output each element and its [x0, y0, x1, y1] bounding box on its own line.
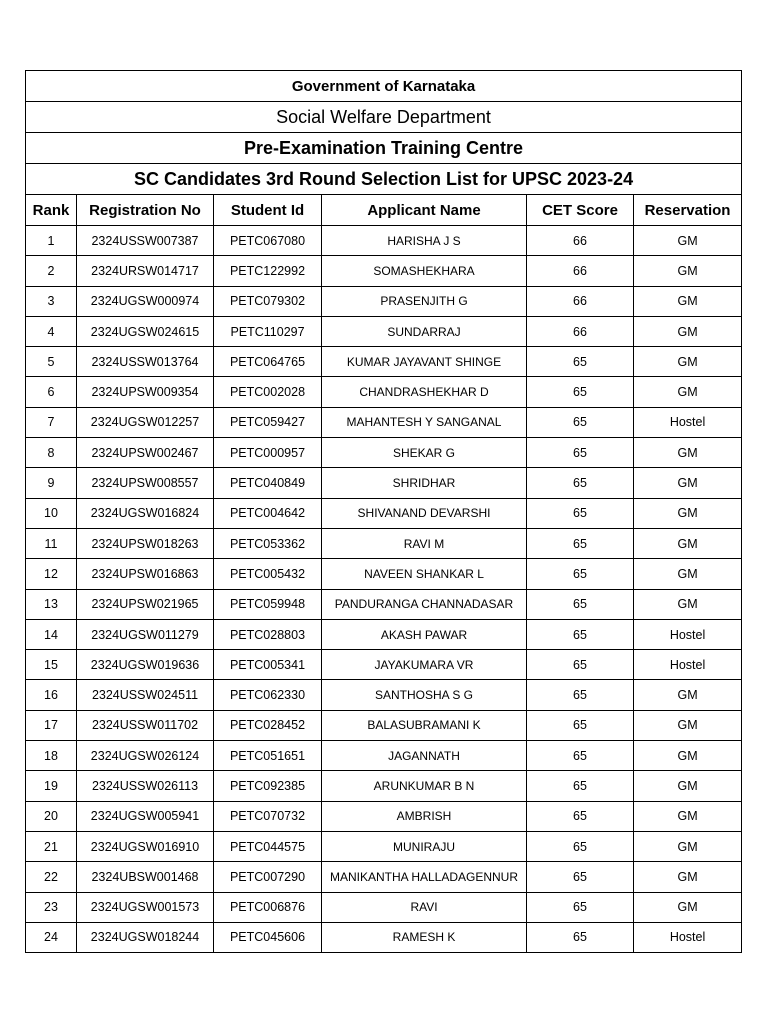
table-row: [26, 316, 742, 346]
cet-score-cell: 65: [527, 680, 634, 710]
registration-no-cell: 2324UGSW000974: [77, 286, 214, 316]
student-id-cell: PETC005341: [214, 650, 322, 680]
table-row: [26, 619, 742, 649]
cet-score-cell: 65: [527, 468, 634, 498]
reservation-cell: GM: [634, 831, 742, 861]
student-id-cell: PETC028803: [214, 619, 322, 649]
registration-no-cell: 2324UPSW021965: [77, 589, 214, 619]
table-row: [26, 892, 742, 922]
student-id-cell: PETC000957: [214, 438, 322, 468]
column-header-row: [26, 195, 742, 226]
column-header-rank: Rank: [26, 195, 77, 226]
reservation-cell: GM: [634, 286, 742, 316]
registration-no-cell: 2324USSW007387: [77, 226, 214, 256]
student-id-cell: PETC004642: [214, 498, 322, 528]
registration-no-cell: 2324UPSW002467: [77, 438, 214, 468]
reservation-cell: GM: [634, 528, 742, 558]
table-row: [26, 347, 742, 377]
applicant-name-cell: RAVI M: [322, 528, 527, 558]
table-row: [26, 831, 742, 861]
reservation-cell: GM: [634, 438, 742, 468]
selection-list-table: [25, 70, 742, 953]
reservation-cell: GM: [634, 741, 742, 771]
applicant-name-cell: SANTHOSHA S G: [322, 680, 527, 710]
table-row: [26, 922, 742, 952]
applicant-name-cell: CHANDRASHEKHAR D: [322, 377, 527, 407]
column-header-cet-score: CET Score: [527, 195, 634, 226]
cet-score-cell: 65: [527, 831, 634, 861]
table-row: [26, 862, 742, 892]
registration-no-cell: 2324UGSW016824: [77, 498, 214, 528]
reservation-cell: GM: [634, 559, 742, 589]
cet-score-cell: 65: [527, 589, 634, 619]
registration-no-cell: 2324UGSW019636: [77, 650, 214, 680]
table-row: [26, 741, 742, 771]
table-row: [26, 801, 742, 831]
rank-cell: 24: [26, 922, 77, 952]
student-id-cell: PETC059427: [214, 407, 322, 437]
rank-cell: 11: [26, 528, 77, 558]
title-row-list: [26, 164, 742, 195]
rank-cell: 16: [26, 680, 77, 710]
applicant-name-cell: BALASUBRAMANI K: [322, 710, 527, 740]
student-id-cell: PETC006876: [214, 892, 322, 922]
list-title: SC Candidates 3rd Round Selection List for UPSC 2023-24: [26, 164, 742, 195]
rank-cell: 10: [26, 498, 77, 528]
cet-score-cell: 65: [527, 528, 634, 558]
cet-score-cell: 65: [527, 650, 634, 680]
reservation-cell: GM: [634, 377, 742, 407]
reservation-cell: GM: [634, 498, 742, 528]
applicant-name-cell: SHEKAR G: [322, 438, 527, 468]
registration-no-cell: 2324UGSW012257: [77, 407, 214, 437]
applicant-name-cell: SOMASHEKHARA: [322, 256, 527, 286]
rank-cell: 17: [26, 710, 77, 740]
reservation-cell: GM: [634, 316, 742, 346]
column-header-reservation: Reservation: [634, 195, 742, 226]
column-header-registration-no: Registration No: [77, 195, 214, 226]
applicant-name-cell: RAVI: [322, 892, 527, 922]
registration-no-cell: 2324USSW011702: [77, 710, 214, 740]
student-id-cell: PETC044575: [214, 831, 322, 861]
cet-score-cell: 65: [527, 862, 634, 892]
reservation-cell: GM: [634, 347, 742, 377]
registration-no-cell: 2324UPSW009354: [77, 377, 214, 407]
table-row: [26, 438, 742, 468]
table-row: [26, 407, 742, 437]
registration-no-cell: 2324USSW024511: [77, 680, 214, 710]
student-id-cell: PETC045606: [214, 922, 322, 952]
cet-score-cell: 66: [527, 286, 634, 316]
title-row-government: [26, 71, 742, 102]
cet-score-cell: 65: [527, 347, 634, 377]
table-row: [26, 226, 742, 256]
rank-cell: 4: [26, 316, 77, 346]
rank-cell: 14: [26, 619, 77, 649]
applicant-name-cell: JAYAKUMARA VR: [322, 650, 527, 680]
registration-no-cell: 2324URSW014717: [77, 256, 214, 286]
rank-cell: 8: [26, 438, 77, 468]
cet-score-cell: 66: [527, 226, 634, 256]
registration-no-cell: 2324UGSW016910: [77, 831, 214, 861]
rank-cell: 6: [26, 377, 77, 407]
table-row: [26, 256, 742, 286]
applicant-name-cell: MUNIRAJU: [322, 831, 527, 861]
rank-cell: 1: [26, 226, 77, 256]
column-header-student-id: Student Id: [214, 195, 322, 226]
applicant-name-cell: HARISHA J S: [322, 226, 527, 256]
table-row: [26, 771, 742, 801]
centre-title: Pre-Examination Training Centre: [26, 133, 742, 164]
reservation-cell: Hostel: [634, 922, 742, 952]
reservation-cell: GM: [634, 226, 742, 256]
rank-cell: 22: [26, 862, 77, 892]
applicant-name-cell: AMBRISH: [322, 801, 527, 831]
reservation-cell: GM: [634, 256, 742, 286]
government-title: Government of Karnataka: [26, 71, 742, 102]
cet-score-cell: 65: [527, 619, 634, 649]
reservation-cell: GM: [634, 892, 742, 922]
reservation-cell: GM: [634, 710, 742, 740]
student-id-cell: PETC051651: [214, 741, 322, 771]
cet-score-cell: 65: [527, 710, 634, 740]
registration-no-cell: 2324UGSW026124: [77, 741, 214, 771]
student-id-cell: PETC110297: [214, 316, 322, 346]
cet-score-cell: 65: [527, 771, 634, 801]
registration-no-cell: 2324UGSW011279: [77, 619, 214, 649]
reservation-cell: GM: [634, 771, 742, 801]
table-row: [26, 710, 742, 740]
student-id-cell: PETC005432: [214, 559, 322, 589]
applicant-name-cell: SUNDARRAJ: [322, 316, 527, 346]
rank-cell: 13: [26, 589, 77, 619]
cet-score-cell: 66: [527, 256, 634, 286]
cet-score-cell: 65: [527, 559, 634, 589]
title-row-centre: [26, 133, 742, 164]
rank-cell: 18: [26, 741, 77, 771]
applicant-name-cell: RAMESH K: [322, 922, 527, 952]
student-id-cell: PETC059948: [214, 589, 322, 619]
reservation-cell: GM: [634, 468, 742, 498]
student-id-cell: PETC002028: [214, 377, 322, 407]
student-id-cell: PETC053362: [214, 528, 322, 558]
rank-cell: 9: [26, 468, 77, 498]
cet-score-cell: 65: [527, 438, 634, 468]
table-row: [26, 680, 742, 710]
cet-score-cell: 65: [527, 801, 634, 831]
title-row-department: [26, 102, 742, 133]
applicant-name-cell: JAGANNATH: [322, 741, 527, 771]
cet-score-cell: 66: [527, 316, 634, 346]
reservation-cell: GM: [634, 680, 742, 710]
table-row: [26, 498, 742, 528]
rank-cell: 21: [26, 831, 77, 861]
column-header-applicant-name: Applicant Name: [322, 195, 527, 226]
applicant-name-cell: SHIVANAND DEVARSHI: [322, 498, 527, 528]
registration-no-cell: 2324UGSW001573: [77, 892, 214, 922]
rank-cell: 2: [26, 256, 77, 286]
applicant-name-cell: PANDURANGA CHANNADASAR: [322, 589, 527, 619]
cet-score-cell: 65: [527, 377, 634, 407]
registration-no-cell: 2324UPSW016863: [77, 559, 214, 589]
reservation-cell: Hostel: [634, 407, 742, 437]
table-row: [26, 650, 742, 680]
student-id-cell: PETC122992: [214, 256, 322, 286]
registration-no-cell: 2324UGSW024615: [77, 316, 214, 346]
student-id-cell: PETC079302: [214, 286, 322, 316]
rank-cell: 19: [26, 771, 77, 801]
registration-no-cell: 2324UPSW018263: [77, 528, 214, 558]
student-id-cell: PETC070732: [214, 801, 322, 831]
table-row: [26, 528, 742, 558]
applicant-name-cell: MANIKANTHA HALLADAGENNUR: [322, 862, 527, 892]
registration-no-cell: 2324USSW026113: [77, 771, 214, 801]
registration-no-cell: 2324UPSW008557: [77, 468, 214, 498]
applicant-name-cell: AKASH PAWAR: [322, 619, 527, 649]
reservation-cell: GM: [634, 589, 742, 619]
reservation-cell: Hostel: [634, 619, 742, 649]
student-id-cell: PETC040849: [214, 468, 322, 498]
rank-cell: 12: [26, 559, 77, 589]
table-row: [26, 559, 742, 589]
table-row: [26, 286, 742, 316]
student-id-cell: PETC028452: [214, 710, 322, 740]
reservation-cell: GM: [634, 862, 742, 892]
rank-cell: 5: [26, 347, 77, 377]
student-id-cell: PETC062330: [214, 680, 322, 710]
rank-cell: 7: [26, 407, 77, 437]
student-id-cell: PETC067080: [214, 226, 322, 256]
registration-no-cell: 2324USSW013764: [77, 347, 214, 377]
table-row: [26, 468, 742, 498]
cet-score-cell: 65: [527, 741, 634, 771]
applicant-name-cell: NAVEEN SHANKAR L: [322, 559, 527, 589]
registration-no-cell: 2324UGSW005941: [77, 801, 214, 831]
applicant-name-cell: PRASENJITH G: [322, 286, 527, 316]
cet-score-cell: 65: [527, 407, 634, 437]
applicant-name-cell: ARUNKUMAR B N: [322, 771, 527, 801]
student-id-cell: PETC007290: [214, 862, 322, 892]
student-id-cell: PETC064765: [214, 347, 322, 377]
rank-cell: 23: [26, 892, 77, 922]
cet-score-cell: 65: [527, 922, 634, 952]
cet-score-cell: 65: [527, 498, 634, 528]
rank-cell: 3: [26, 286, 77, 316]
rank-cell: 15: [26, 650, 77, 680]
department-title: Social Welfare Department: [26, 102, 742, 133]
registration-no-cell: 2324UGSW018244: [77, 922, 214, 952]
reservation-cell: Hostel: [634, 650, 742, 680]
applicant-name-cell: SHRIDHAR: [322, 468, 527, 498]
rank-cell: 20: [26, 801, 77, 831]
student-id-cell: PETC092385: [214, 771, 322, 801]
reservation-cell: GM: [634, 801, 742, 831]
applicant-name-cell: KUMAR JAYAVANT SHINGE: [322, 347, 527, 377]
cet-score-cell: 65: [527, 892, 634, 922]
registration-no-cell: 2324UBSW001468: [77, 862, 214, 892]
applicant-name-cell: MAHANTESH Y SANGANAL: [322, 407, 527, 437]
table-row: [26, 589, 742, 619]
table-row: [26, 377, 742, 407]
